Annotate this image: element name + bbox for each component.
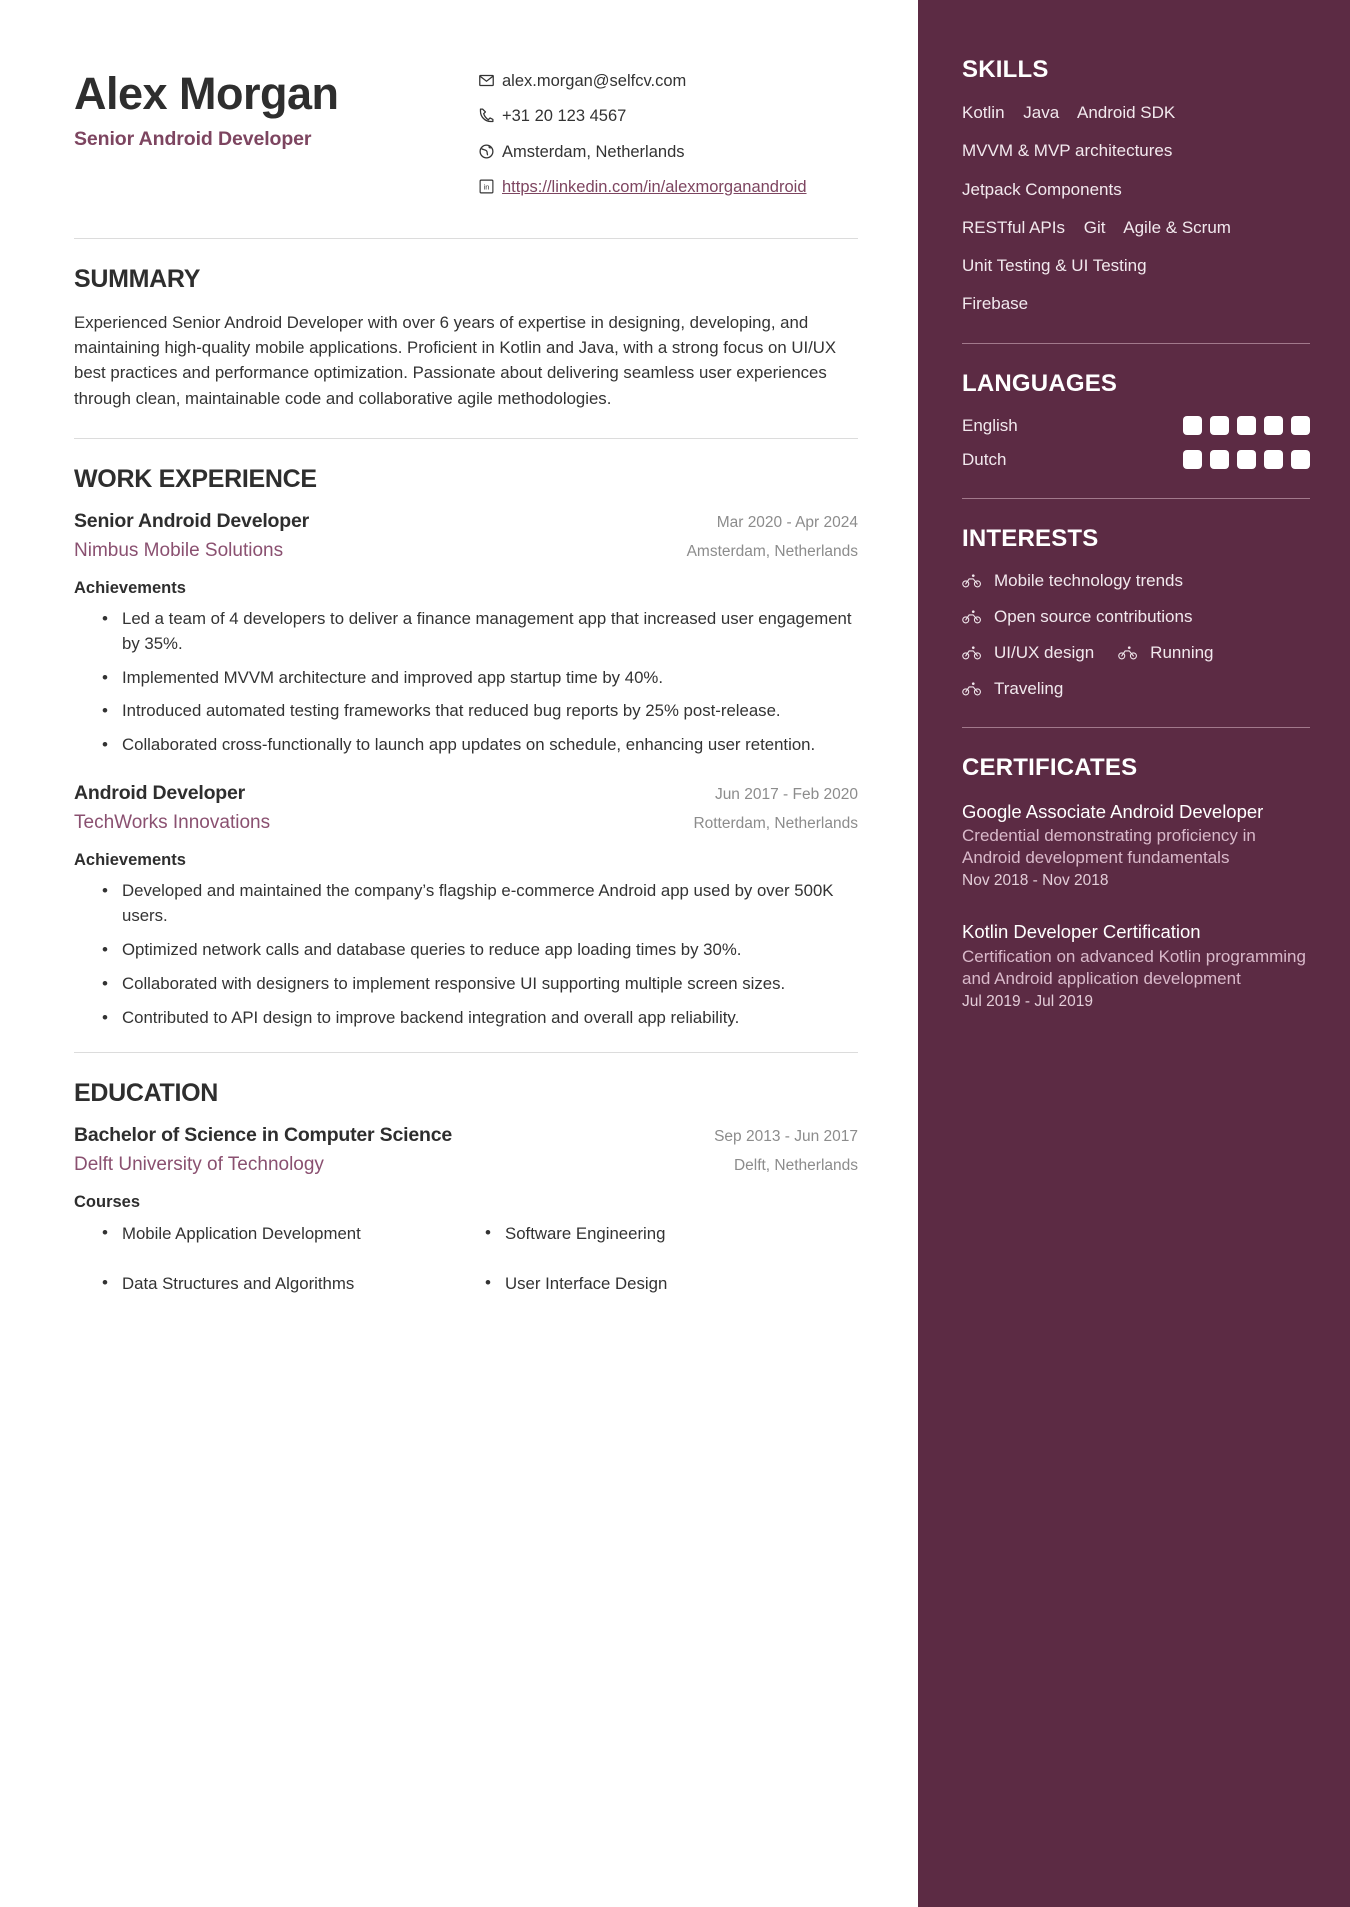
course-item: • Mobile Application Development [102,1222,475,1246]
work-entry [74,782,858,1030]
courses-label: Courses [74,1193,141,1212]
certificate-item [962,920,1310,1011]
institution: Delft University of Technology [74,1154,324,1176]
work-role: Android Developer [74,782,246,805]
work-location: Amsterdam, Netherlands [686,542,858,560]
contact-location [478,141,858,163]
work-bullet: • Collaborated cross-functionally to launch app updates on schedule, enhancing user retention. [102,733,858,758]
job-title: Senior Android Developer [74,128,312,151]
work-bullet: • Optimized network calls and database queries to reduce app loading times by 30%. [102,938,858,963]
language-row [962,450,1310,470]
level-dot [1291,416,1310,435]
achievements-label: Achievements [74,578,186,597]
languages-heading: LANGUAGES [962,369,1118,397]
interest-item [1118,643,1213,663]
language-name: Dutch [962,449,1007,469]
interest-item [962,643,1094,663]
interest-label: Open source contributions [994,606,1193,626]
summary-text: Experienced Senior Android Developer with over 6 years of expertise in designing, developing, and maintaining high-quality mobile applications. Proficient in Kotlin and Java, with a strong focus on UI/UX best practices and performance optimization. Passionate about delivering seamless user experiences through clean, maintainable code and collaborative agile methodologies. [74,313,837,408]
skill-line [962,293,1310,314]
skill-item: Jetpack Components [962,179,1122,199]
languages-section [962,370,1310,470]
education-section [74,1079,858,1295]
certificate-date: Jul 2019 - Jul 2019 [962,993,1093,1011]
course-item: • Software Engineering [485,1222,858,1246]
language-level [1183,416,1310,435]
language-name: English [962,415,1018,435]
education-entry [74,1124,858,1295]
interest-label: Mobile technology trends [994,570,1184,590]
skill-item: Kotlin [962,103,1005,122]
work-bullets [74,879,858,1030]
work-bullets [74,607,858,758]
language-level [1183,450,1310,469]
certificate-item [962,800,1310,891]
level-dot [1237,416,1256,435]
skill-line [962,102,1310,123]
work-bullet: • Developed and maintained the company’s flagship e-commerce Android app used by over 500K users. [102,879,858,929]
contact-phone[interactable] [478,105,858,127]
envelope-icon [478,72,502,89]
interest-label: UI/UX design [994,642,1095,662]
certificates-heading: CERTIFICATES [962,753,1138,781]
globe-icon [478,143,502,160]
interests-heading: INTERESTS [962,524,1099,552]
name-block [74,56,339,151]
bicycle-icon [962,573,986,589]
skill-item: Firebase [962,294,1029,314]
level-dot [1210,416,1229,435]
achievements-label: Achievements [74,851,186,870]
level-dot [1237,450,1256,469]
interests-divider [962,727,1310,728]
work-date: Mar 2020 - Apr 2024 [716,513,858,531]
contact-linkedin[interactable] [478,176,858,198]
work-entry [74,510,858,758]
skill-item: Agile & Scrum [1123,217,1231,237]
certificate-description: Credential demonstrating proficiency in Android development fundamentals [962,826,1256,868]
level-dot [1291,450,1310,469]
work-bullet: • Implemented MVVM architecture and improved app startup time by 40%. [102,666,858,691]
skill-line [962,255,1310,276]
work-entry-head [74,782,858,805]
skill-item: MVVM & MVP architectures [962,141,1173,161]
interest-label: Traveling [994,678,1064,698]
education-entry-sub [74,1154,858,1176]
interest-label: Running [1150,642,1214,662]
resume-header [74,56,858,211]
bicycle-icon [962,645,986,661]
svg-text:in: in [483,182,490,192]
work-location: Rotterdam, Netherlands [693,815,858,833]
work-bullet: • Introduced automated testing frameworks that reduced bug reports by 25% post-release. [102,699,858,724]
bicycle-icon [1118,645,1142,661]
linkedin-url[interactable]: https://linkedin.com/in/alexmorganandroid [502,177,807,196]
degree: Bachelor of Science in Computer Science [74,1124,452,1147]
work-bullet: • Collaborated with designers to implement responsive UI supporting multiple screen sizes. [102,972,858,997]
skill-item: Unit Testing & UI Testing [962,256,1147,275]
education-date: Sep 2013 - Jun 2017 [714,1128,858,1146]
summary-heading: SUMMARY [74,265,201,294]
skill-item: Git [1083,217,1106,237]
work-bullet: • Contributed to API design to improve backend integration and overall app reliability. [102,1006,858,1031]
work-divider [74,1052,858,1053]
courses-grid [74,1222,858,1295]
interest-item [962,607,1310,627]
certificate-description: Certification on advanced Kotlin programming and Android application development [962,947,1306,989]
phone-value: +31 20 123 4567 [502,107,627,126]
skills-divider [962,343,1310,344]
education-heading: EDUCATION [74,1079,219,1108]
work-entry-head [74,510,858,533]
interest-row [962,643,1310,663]
skill-line [962,217,1310,238]
work-role: Senior Android Developer [74,509,310,532]
course-item: • User Interface Design [485,1272,858,1296]
skill-line [962,140,1310,161]
work-bullet: • Led a team of 4 developers to deliver a finance management app that increased user engagement by 35%. [102,607,858,657]
work-entry-sub [74,540,858,562]
certificate-name: Google Associate Android Developer [962,800,1264,822]
education-entry-head [74,1124,858,1147]
certificates-section [962,754,1310,1012]
course-item: • Data Structures and Algorithms [102,1272,475,1296]
education-location: Delft, Netherlands [733,1157,858,1175]
phone-icon [478,107,502,124]
work-date: Jun 2017 - Feb 2020 [714,786,858,804]
skill-item: RESTful APIs [962,217,1065,237]
bicycle-icon [962,609,986,625]
skill-item: Android SDK [1076,103,1176,122]
skills-heading: SKILLS [962,56,1049,83]
work-experience-section [74,465,858,1031]
level-dot [1210,450,1229,469]
contact-email[interactable] [478,70,858,92]
level-dot [1183,450,1202,469]
email-value: alex.morgan@selfcv.com [502,72,687,90]
language-row [962,416,1310,436]
work-organization: Nimbus Mobile Solutions [74,539,284,561]
page-title: Alex Morgan [74,68,339,119]
contact-list [478,56,858,211]
summary-divider [74,438,858,439]
bicycle-icon [962,681,986,697]
skill-item: Java [1023,103,1060,122]
work-organization: TechWorks Innovations [74,812,271,834]
languages-divider [962,498,1310,499]
certificate-name: Kotlin Developer Certification [962,921,1201,943]
level-dot [1183,416,1202,435]
interest-item [962,571,1310,591]
work-experience-heading: WORK EXPERIENCE [74,464,317,493]
level-dot [1264,416,1283,435]
skill-line [962,179,1310,200]
sidebar [918,0,1350,1907]
header-divider [74,238,858,239]
interest-item [962,679,1310,699]
level-dot [1264,450,1283,469]
skills-section [962,56,1310,315]
work-entry-sub [74,812,858,834]
interests-section [962,525,1310,699]
linkedin-icon [478,178,502,195]
summary-section [74,265,858,411]
location-value: Amsterdam, Netherlands [502,142,685,161]
certificate-date: Nov 2018 - Nov 2018 [962,872,1109,890]
